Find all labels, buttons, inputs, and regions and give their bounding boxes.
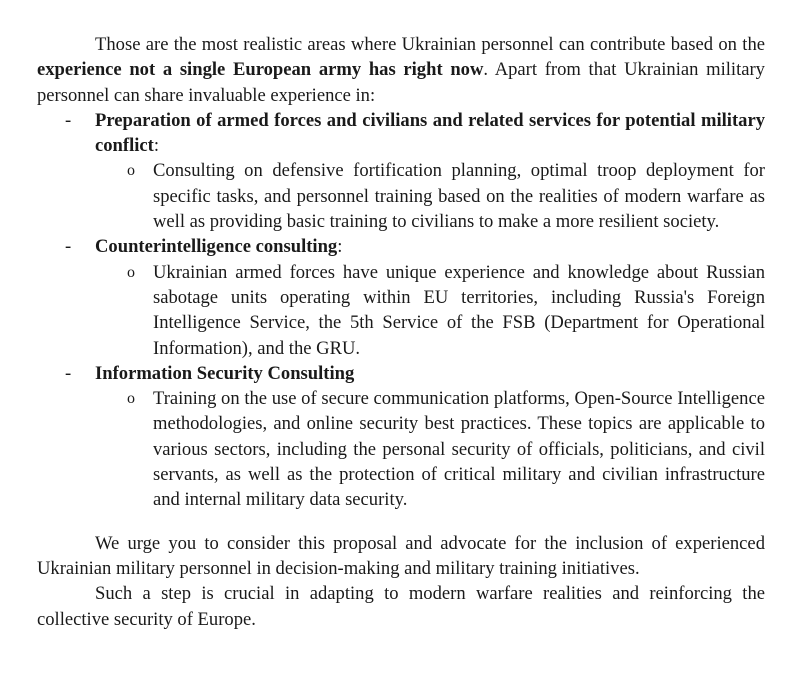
section-heading-text: Information Security Consulting xyxy=(95,362,355,384)
paragraph-spacer xyxy=(37,513,765,531)
section-heading-suffix: : xyxy=(153,135,160,157)
dash-marker: - xyxy=(65,236,72,258)
section-heading-suffix: : xyxy=(337,236,343,258)
dash-marker: - xyxy=(65,362,72,384)
section-heading-counterintelligence xyxy=(37,234,765,259)
circle-bullet-marker: o xyxy=(127,390,135,408)
closing-paragraph-urge: We urge you to consider this proposal and advocate for the inclusion of experienced Ukrainian military personnel in decision-making and military training initiatives. xyxy=(37,532,765,579)
document-page xyxy=(37,32,765,632)
section-bullet-counterintelligence xyxy=(37,260,765,361)
circle-bullet-marker: o xyxy=(127,162,135,180)
section-heading-information-security xyxy=(37,361,765,386)
intro-bold-phrase: experience not a single European army has right now xyxy=(37,59,484,81)
section-heading-text: Counterintelligence consulting xyxy=(95,236,338,258)
intro-text-part2: . Apart from that Ukrainian military personnel can share invaluable experience in: xyxy=(37,59,765,106)
closing-paragraph-crucial: Such a step is crucial in adapting to modern warfare realities and reinforcing the collective security of Europe. xyxy=(37,583,765,630)
intro-text-part1: Those are the most realistic areas where Ukrainian personnel can contribute based on the xyxy=(95,34,765,55)
section-bullet-text: Ukrainian armed forces have unique experience and knowledge about Russian sabotage units operating within EU territories, including Russia's Foreign Intelligence Service, the 5th Service of the FSB (Department for Operational Information), and the GRU. xyxy=(153,261,765,359)
section-bullet-information-security xyxy=(37,386,765,512)
section-bullet-text: Consulting on defensive fortification planning, optimal troop deployment for specific tasks, and personnel training based on the realities of modern warfare as well as providing basic training to civilians to make a more resilient society. xyxy=(153,160,765,233)
circle-bullet-marker: o xyxy=(127,263,135,281)
section-heading-preparation xyxy=(37,108,765,159)
section-bullet-preparation xyxy=(37,158,765,234)
dash-marker: - xyxy=(65,109,72,131)
section-heading-text: Preparation of armed forces and civilians and related services for potential military conflict xyxy=(95,109,765,157)
intro-paragraph xyxy=(37,32,765,108)
section-bullet-text: Training on the use of secure communication platforms, Open-Source Intelligence methodologies, and online security best practices. These topics are applicable to various sectors, including the personal security of officials, politicians, and civil servants, as well as the protection of critical military and civilian infrastructure and internal military data security. xyxy=(153,388,765,511)
